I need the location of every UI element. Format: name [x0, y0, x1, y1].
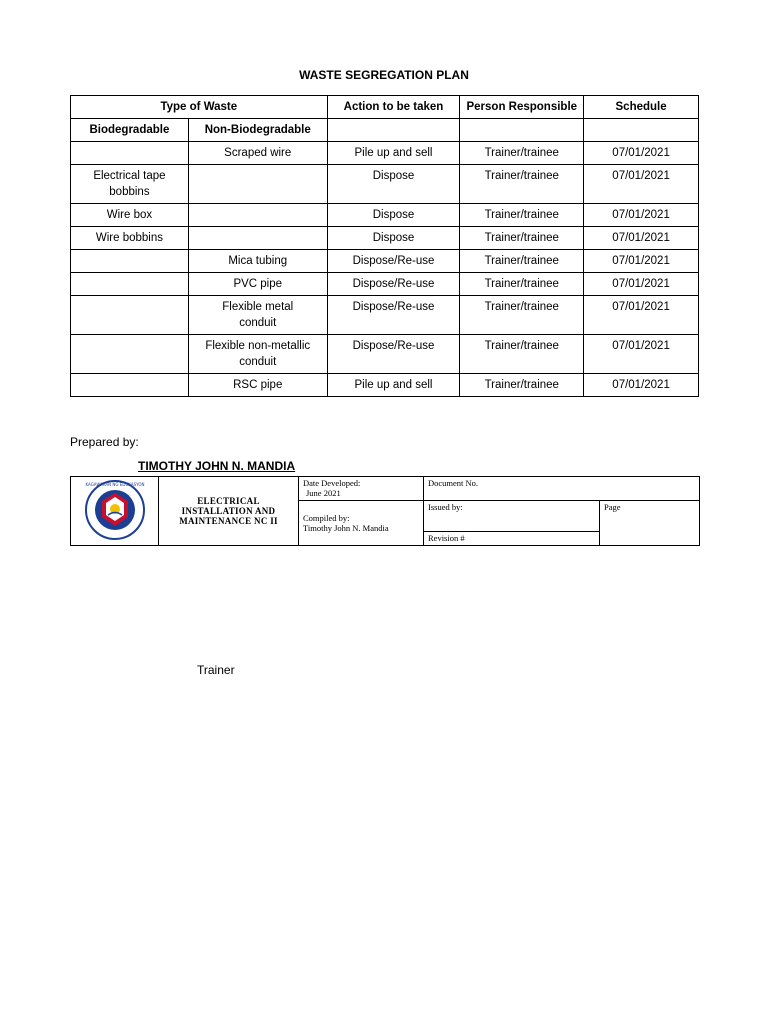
cell-schedule: 07/01/2021 — [584, 335, 699, 374]
issued-by-cell: Issued by: — [424, 501, 600, 532]
header-action: Action to be taken — [327, 96, 460, 119]
header-biodegradable: Biodegradable — [71, 119, 189, 142]
date-developed-cell: Date Developed: June 2021 — [299, 477, 424, 501]
table-row — [71, 273, 699, 296]
cell-action: Pile up and sell — [327, 142, 460, 165]
cell-person: Trainer/trainee — [460, 273, 584, 296]
revision-cell: Revision # — [424, 532, 600, 546]
subheader-empty — [460, 119, 584, 142]
prepared-by-label: Prepared by: — [70, 435, 139, 449]
table-header-row — [71, 96, 699, 119]
cell-nonbio: Flexible non-metallic conduit — [188, 335, 327, 374]
cell-nonbio: RSC pipe — [188, 374, 327, 397]
cell-person: Trainer/trainee — [460, 374, 584, 397]
table-subheader-row — [71, 119, 699, 142]
cell-person: Trainer/trainee — [460, 165, 584, 204]
trainer-label: Trainer — [197, 663, 235, 677]
table-row — [71, 296, 699, 335]
cell-action: Dispose/Re-use — [327, 273, 460, 296]
cell-bio — [71, 250, 189, 273]
cell-schedule: 07/01/2021 — [584, 250, 699, 273]
cell-bio — [71, 273, 189, 296]
cell-schedule: 07/01/2021 — [584, 374, 699, 397]
table-row — [71, 335, 699, 374]
cell-schedule: 07/01/2021 — [584, 204, 699, 227]
cell-schedule: 07/01/2021 — [584, 273, 699, 296]
cell-bio — [71, 296, 189, 335]
header-person: Person Responsible — [460, 96, 584, 119]
cell-schedule: 07/01/2021 — [584, 296, 699, 335]
cell-schedule: 07/01/2021 — [584, 142, 699, 165]
cell-nonbio — [188, 165, 327, 204]
cell-bio — [71, 142, 189, 165]
seal-cell — [71, 477, 159, 546]
document-footer — [70, 476, 700, 546]
table-row — [71, 142, 699, 165]
table-row — [71, 165, 699, 204]
cell-bio: Wire bobbins — [71, 227, 189, 250]
compiled-by-cell: Compiled by: Timothy John N. Mandia — [299, 501, 424, 546]
cell-action: Pile up and sell — [327, 374, 460, 397]
cell-bio — [71, 374, 189, 397]
cell-bio — [71, 335, 189, 374]
cell-person: Trainer/trainee — [460, 142, 584, 165]
cell-person: Trainer/trainee — [460, 250, 584, 273]
cell-nonbio — [188, 204, 327, 227]
waste-segregation-table — [70, 95, 699, 397]
cell-person: Trainer/trainee — [460, 296, 584, 335]
cell-nonbio: Scraped wire — [188, 142, 327, 165]
deped-seal-icon — [84, 479, 146, 541]
table-row — [71, 250, 699, 273]
cell-action: Dispose/Re-use — [327, 296, 460, 335]
header-schedule: Schedule — [584, 96, 699, 119]
cell-nonbio — [188, 227, 327, 250]
document-number-cell: Document No. — [424, 477, 700, 501]
cell-schedule: 07/01/2021 — [584, 227, 699, 250]
header-type-of-waste: Type of Waste — [71, 96, 328, 119]
cell-person: Trainer/trainee — [460, 227, 584, 250]
page-cell: Page — [600, 501, 700, 546]
cell-action: Dispose/Re-use — [327, 250, 460, 273]
table-body — [71, 142, 699, 397]
cell-action: Dispose — [327, 227, 460, 250]
header-non-biodegradable: Non-Biodegradable — [188, 119, 327, 142]
table-row — [71, 374, 699, 397]
cell-person: Trainer/trainee — [460, 335, 584, 374]
table-row — [71, 204, 699, 227]
cell-bio: Electrical tape bobbins — [71, 165, 189, 204]
subheader-empty — [327, 119, 460, 142]
page-title: WASTE SEGREGATION PLAN — [299, 68, 469, 82]
cell-action: Dispose — [327, 204, 460, 227]
cell-nonbio: PVC pipe — [188, 273, 327, 296]
cell-action: Dispose — [327, 165, 460, 204]
cell-nonbio: Mica tubing — [188, 250, 327, 273]
preparer-name: TIMOTHY JOHN N. MANDIA — [138, 459, 296, 473]
seal-lettering: KAGAWARAN NG EDUKASYON — [84, 482, 145, 487]
program-name: ELECTRICAL INSTALLATION AND MAINTENANCE NC II — [159, 477, 299, 546]
table-row — [71, 227, 699, 250]
subheader-empty — [584, 119, 699, 142]
cell-action: Dispose/Re-use — [327, 335, 460, 374]
cell-bio: Wire box — [71, 204, 189, 227]
cell-nonbio: Flexible metal conduit — [188, 296, 327, 335]
cell-person: Trainer/trainee — [460, 204, 584, 227]
cell-schedule: 07/01/2021 — [584, 165, 699, 204]
